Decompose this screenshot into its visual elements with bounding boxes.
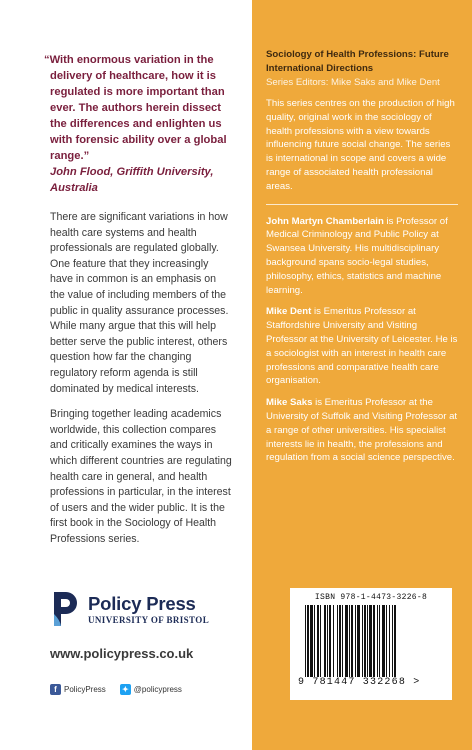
publisher-url[interactable]: www.policypress.co.uk bbox=[50, 646, 194, 661]
series-editors: Series Editors: Mike Saks and Mike Dent bbox=[266, 77, 440, 88]
editor-name: Mike Saks bbox=[266, 397, 313, 409]
twitter-link[interactable] bbox=[120, 684, 182, 695]
endorsement-attribution: John Flood, Griffith University, Australia bbox=[50, 166, 214, 194]
facebook-icon: f bbox=[50, 684, 61, 695]
publisher-logo[interactable] bbox=[50, 590, 209, 628]
editor-bio bbox=[266, 305, 458, 388]
author-bio-text: is Professor of Medical Criminology and Public Policy at Swansea University. His multidisciplinary background spans socio-legal studies, philosophy, ethics, statistics and machine learning. bbox=[266, 215, 448, 296]
author-bio bbox=[266, 215, 458, 298]
barcode-block bbox=[290, 588, 452, 700]
editor-bio bbox=[266, 396, 458, 465]
publisher-subtitle: UNIVERSITY OF BRISTOL bbox=[88, 614, 210, 625]
facebook-link[interactable] bbox=[50, 684, 106, 695]
social-links bbox=[50, 684, 196, 695]
editor-name: Mike Dent bbox=[266, 306, 312, 318]
series-description: This series centres on the production of high quality, original work in the sociology of health professions with a view towards influencing future social change. The series is international in scope and covers a wide range of associated health professional areas. bbox=[266, 98, 455, 192]
series-title: Sociology of Health Professions: Future International Directions bbox=[266, 49, 449, 74]
twitter-icon: ✦ bbox=[120, 684, 131, 695]
editor-bio-text: is Emeritus Professor at the University of Suffolk and Visiting Professor at a range of other universities. His specialist interests lie in health, the professions and regulation from a social science perspective. bbox=[266, 397, 458, 464]
barcode-image bbox=[301, 605, 441, 677]
barcode-digits: 9 781447 332268 > bbox=[298, 677, 421, 688]
policy-press-logo-icon bbox=[50, 590, 80, 628]
author-name: John Martyn Chamberlain bbox=[266, 215, 384, 227]
blurb-paragraph-2: Bringing together leading academics worldwide, this collection compares and critically examines the ways in which different countries are regulating health care in general, and health professions in particular, in the interest of users and the wider public. It is the first book in the Sociology of Health Professions series. bbox=[50, 408, 232, 545]
divider bbox=[266, 204, 458, 205]
editor-bio-text: is Emeritus Professor at Staffordshire University and Visiting Professor at the University of Leicester. He is a sociologist with an interest in health care professions and comparative health care organisation. bbox=[266, 306, 458, 387]
blurb-paragraph-1: There are significant variations in how health care systems and health professionals are regulated globally. One feature that they increasingly have in common is an emphasis on the value of including members of the public in quality assurance processes. While many argue that this will help better serve the public interest, others question how far the changing regulatory reform agenda is still dominated by medical interests. bbox=[50, 211, 229, 395]
publisher-name: Policy Press bbox=[88, 592, 196, 614]
isbn-label: ISBN 978-1-4473-3226-8 bbox=[314, 593, 428, 602]
facebook-handle: PolicyPress bbox=[64, 685, 106, 694]
twitter-handle: @policypress bbox=[133, 685, 182, 694]
endorsement-quote: “With enormous variation in the delivery of healthcare, how it is regulated is more important than ever. The authors herein dissect the differences and enlighten us with forensic ability over a global range.” bbox=[44, 54, 227, 162]
